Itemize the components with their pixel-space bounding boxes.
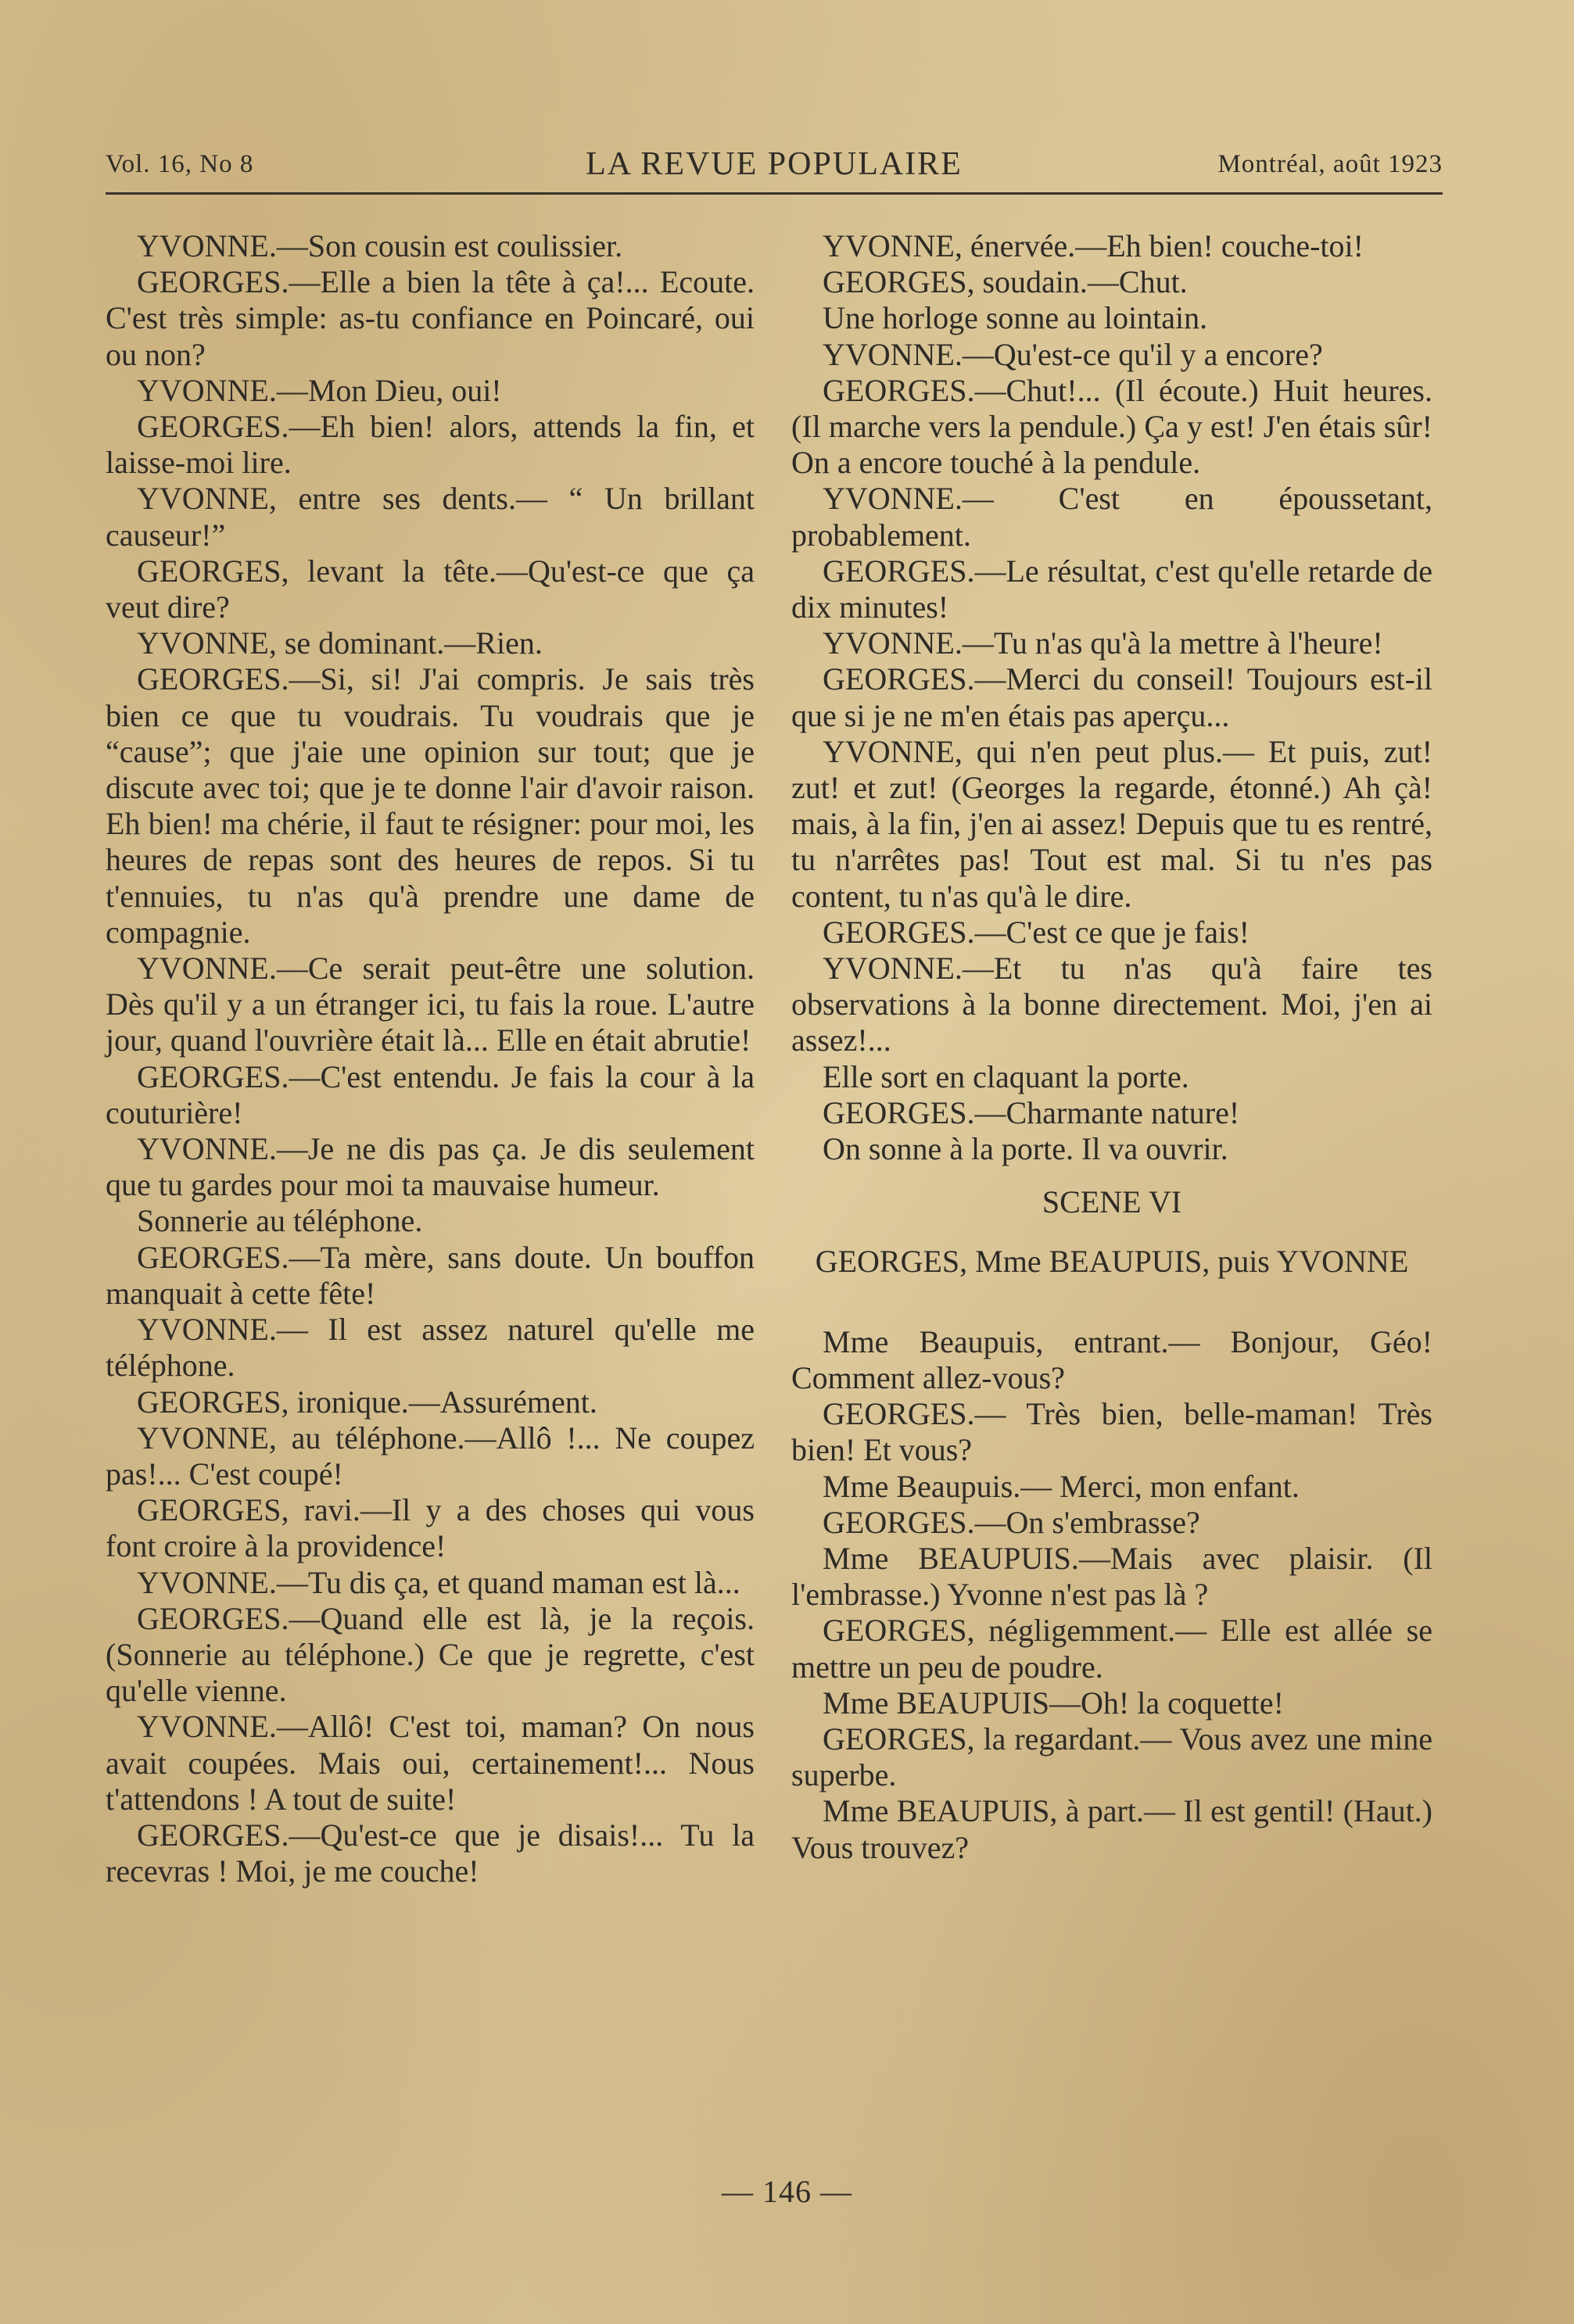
dialogue-line: YVONNE.—Tu n'as qu'à la mettre à l'heure! (823, 625, 1383, 661)
dialogue-line: YVONNE.—Qu'est-ce qu'il y a encore? (823, 336, 1323, 372)
dialogue-line: Mme Beaupuis.— Merci, mon enfant. (823, 1468, 1300, 1504)
issue-date: Montréal, août 1923 (1217, 150, 1443, 178)
dialogue-line: YVONNE.—Tu dis ça, et quand maman est là... (137, 1564, 740, 1600)
dialogue-line: GEORGES, ravi.—Il y a des choses qui vous font croire à la providence! (106, 1492, 755, 1564)
volume-number: Vol. 16, No 8 (106, 150, 254, 178)
dialogue-line: GEORGES.—Qu'est-ce que je disais!... Tu la recevras ! Moi, je me couche! (106, 1817, 755, 1889)
stage-direction: On sonne à la porte. Il va ouvrir. (823, 1131, 1228, 1167)
dialogue-line: GEORGES.—Ta mère, sans doute. Un bouffon manquait à cette fête! (106, 1239, 755, 1311)
dialogue-line: YVONNE.—Ce serait peut-être une solution. Dès qu'il y a un étranger ici, tu fais la roue. L'autre jour, quand l'ouvrière était là... Elle en était abrutie! (106, 951, 755, 1058)
dialogue-line: YVONNE.—Allô! C'est toi, maman? On nous avait coupées. Mais oui, certainement!... Nous t'attendons ! A tout de suite! (106, 1709, 755, 1817)
dialogue-line: YVONNE.— C'est en époussetant, probablement. (791, 481, 1432, 553)
dialogue-line: YVONNE, entre ses dents.— “ Un brillant causeur!” (106, 481, 755, 553)
dialogue-line: Mme Beaupuis, entrant.— Bonjour, Géo! Comment allez-vous? (791, 1323, 1432, 1395)
header-rule (106, 192, 1443, 195)
dialogue-line: GEORGES.—On s'embrasse? (823, 1504, 1200, 1540)
dialogue-line: GEORGES.—Chut!... (Il écoute.) Huit heures. (Il marche vers la pendule.) Ça y est! J'en étais sûr! On a encore touché à la pendule. (791, 372, 1432, 481)
dialogue-line: GEORGES, levant la tête.—Qu'est-ce que ça veut dire? (106, 553, 755, 625)
stage-direction: Sonnerie au téléphone. (137, 1203, 423, 1239)
dialogue-line: YVONNE.— Il est assez naturel qu'elle me téléphone. (106, 1312, 755, 1384)
dialogue-line: GEORGES.—Eh bien! alors, attends la fin, et laisse-moi lire. (106, 409, 755, 481)
scene-characters: GEORGES, Mme BEAUPUIS, puis YVONNE (815, 1244, 1409, 1280)
dialogue-line: Mme BEAUPUIS.—Mais avec plaisir. (Il l'embrasse.) Yvonne n'est pas là ? (791, 1540, 1432, 1613)
dialogue-line: GEORGES.—Charmante nature! (823, 1094, 1240, 1130)
magazine-title: LA REVUE POPULAIRE (586, 146, 963, 182)
dialogue-line: Mme BEAUPUIS, à part.— Il est gentil! (Haut.) Vous trouvez? (791, 1793, 1432, 1865)
dialogue-line: YVONNE, se dominant.—Rien. (137, 625, 543, 661)
stage-direction: Une horloge sonne au lointain. (823, 300, 1208, 336)
dialogue-line: GEORGES, la regardant.— Vous avez une mine superbe. (791, 1721, 1432, 1793)
dialogue-line: YVONNE.—Et tu n'as qu'à faire tes observations à la bonne directement. Moi, j'en ai assez!... (791, 951, 1432, 1058)
dialogue-line: GEORGES, négligemment.— Elle est allée se mettre un peu de poudre. (791, 1613, 1432, 1685)
dialogue-line: YVONNE.—Je ne dis pas ça. Je dis seulement que tu gardes pour moi ta mauvaise humeur. (106, 1131, 755, 1203)
dialogue-line: GEORGES, soudain.—Chut. (823, 264, 1188, 300)
scene-heading: SCENE VI (1042, 1184, 1182, 1220)
dialogue-line: YVONNE, au téléphone.—Allô !... Ne coupez pas!... C'est coupé! (106, 1420, 755, 1491)
dialogue-line: YVONNE, qui n'en peut plus.— Et puis, zut! zut! et zut! (Georges la regarde, étonné.) Ah çà! mais, à la fin, j'en ai assez! Depuis que tu es rentré, tu n'arrêtes pas! Tout est mal. Si tu n'es pas content, tu n'as qu'à le dire. (791, 733, 1432, 914)
dialogue-line: GEORGES.—Merci du conseil! Toujours est-il que si je ne m'en étais pas aperçu... (791, 661, 1432, 733)
dialogue-line: GEORGES.—C'est ce que je fais! (823, 914, 1250, 950)
dialogue-line: YVONNE, énervée.—Eh bien! couche-toi! (823, 228, 1364, 263)
right-column (791, 228, 1432, 1866)
page-header (106, 145, 1443, 189)
dialogue-line: GEORGES.—Le résultat, c'est qu'elle retarde de dix minutes! (791, 553, 1432, 625)
dialogue-line: GEORGES.—Si, si! J'ai compris. Je sais très bien ce que tu voudrais. Tu voudrais que je “cause”; que j'aie une opinion sur tout; que je discute avec toi; que je te donne l'air d'avoir raison. Eh bien! ma chérie, il faut te résigner: pour moi, les heures de repas sont des heures de repos. Si tu t'ennuies, tu n'as qu'à prendre une dame de compagnie. (106, 661, 755, 950)
stage-direction: Elle sort en claquant la porte. (823, 1058, 1189, 1094)
dialogue-line: YVONNE.—Mon Dieu, oui! (137, 372, 502, 408)
page-number: — 146 — (722, 2174, 852, 2209)
left-column (106, 228, 755, 1889)
dialogue-line: GEORGES, ironique.—Assurément. (137, 1384, 597, 1420)
dialogue-line: GEORGES.— Très bien, belle-maman! Très bien! Et vous? (791, 1396, 1432, 1468)
dialogue-line: GEORGES.—Elle a bien la tête à ça!... Ecoute. C'est très simple: as-tu confiance en Poincaré, oui ou non? (106, 264, 755, 372)
dialogue-line: GEORGES.—Quand elle est là, je la reçois. (Sonnerie au téléphone.) Ce que je regrette, c'est qu'elle vienne. (106, 1600, 755, 1709)
dialogue-line: YVONNE.—Son cousin est coulissier. (137, 228, 623, 263)
dialogue-line: Mme BEAUPUIS—Oh! la coquette! (823, 1685, 1284, 1721)
dialogue-line: GEORGES.—C'est entendu. Je fais la cour à la couturière! (106, 1058, 755, 1130)
